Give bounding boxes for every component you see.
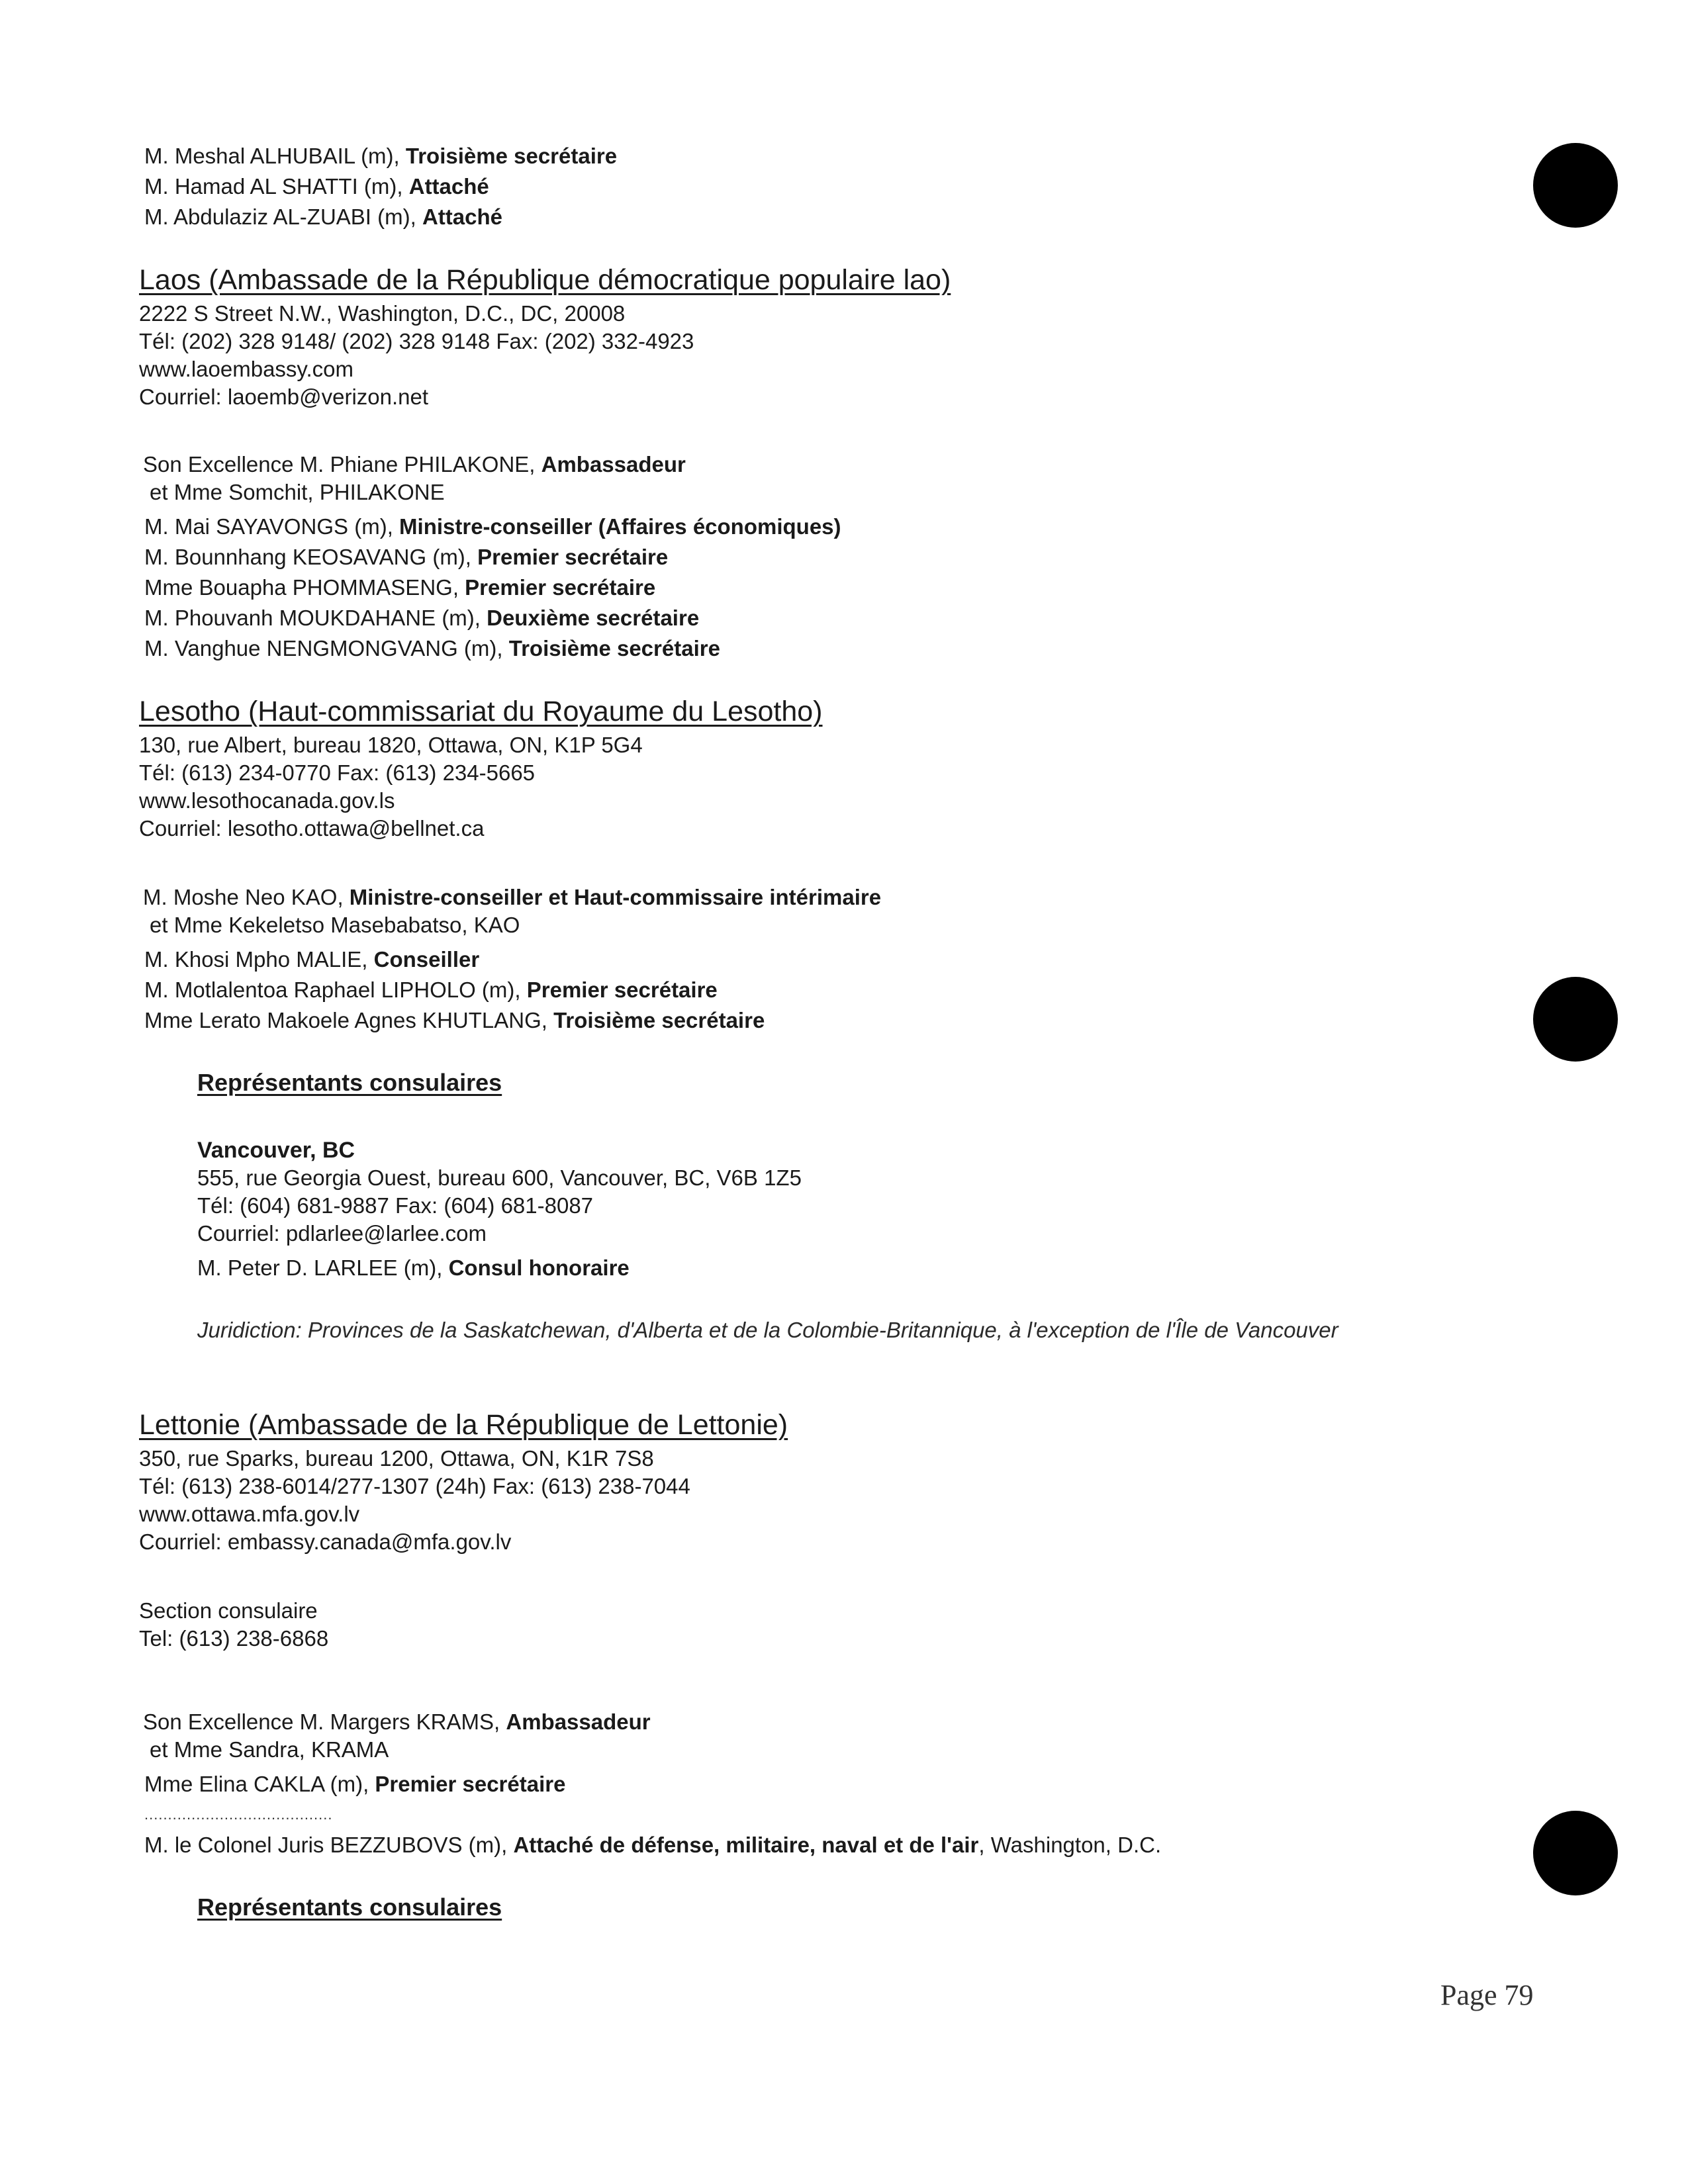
consulate-jurisdiction: Juridiction: Provinces de la Saskatchewan, d'Alberta et de la Colombie-Britannique, à l'exception de l'Île de Vancouver xyxy=(197,1318,1338,1342)
staff-entry: Mme Elina CAKLA (m), Premier secrétaire xyxy=(144,1772,566,1796)
staff-entry: M. Vanghue NENGMONGVANG (m), Troisième secrétaire xyxy=(144,636,720,660)
laos-phone: Tél: (202) 328 9148/ (202) 328 9148 Fax: (202) 332-4923 xyxy=(139,329,694,353)
staff-entry: M. Khosi Mpho MALIE, Conseiller xyxy=(144,947,480,972)
staff-entry: M. Bounnhang KEOSAVANG (m), Premier secrétaire xyxy=(144,545,669,569)
staff-entry: Mme Lerato Makoele Agnes KHUTLANG, Troisième secrétaire xyxy=(144,1008,765,1032)
page-number: Page 79 xyxy=(1440,1979,1534,2011)
spouse-entry: et Mme Sandra, KRAMA xyxy=(150,1737,389,1762)
lettonie-heading: Lettonie (Ambassade de la République de Lettonie) xyxy=(139,1409,788,1441)
laos-website: www.laoembassy.com xyxy=(139,357,353,381)
lesotho-email: Courriel: lesotho.ottawa@bellnet.ca xyxy=(139,816,485,841)
staff-entry: Son Excellence M. Margers KRAMS, Ambassadeur xyxy=(143,1709,651,1734)
consular-section-phone: Tel: (613) 238-6868 xyxy=(139,1626,329,1651)
consulate-address: 555, rue Georgia Ouest, bureau 600, Vancouver, BC, V6B 1Z5 xyxy=(197,1165,802,1190)
dotted-separator: ........................................ xyxy=(144,1806,333,1823)
consulate-email: Courriel: pdlarlee@larlee.com xyxy=(197,1221,487,1246)
staff-entry: M. Motlalentoa Raphael LIPHOLO (m), Premier secrétaire xyxy=(144,978,718,1002)
lettonie-address: 350, rue Sparks, bureau 1200, Ottawa, ON, K1R 7S8 xyxy=(139,1446,654,1471)
spouse-entry: et Mme Somchit, PHILAKONE xyxy=(150,480,445,504)
lesotho-consular-heading: Représentants consulaires xyxy=(197,1069,502,1096)
hole-punch-top xyxy=(1533,143,1618,228)
staff-entry: M. Mai SAYAVONGS (m), Ministre-conseiller (Affaires économiques) xyxy=(144,514,841,539)
staff-entry: M. Phouvanh MOUKDAHANE (m), Deuxième secrétaire xyxy=(144,606,700,630)
laos-heading: Laos (Ambassade de la République démocratique populaire lao) xyxy=(139,264,951,296)
laos-email: Courriel: laoemb@verizon.net xyxy=(139,385,429,409)
lettonie-consular-heading: Représentants consulaires xyxy=(197,1893,502,1921)
spouse-entry: et Mme Kekeletso Masebabatso, KAO xyxy=(150,913,520,937)
staff-entry: M. le Colonel Juris BEZZUBOVS (m), Attaché de défense, militaire, naval et de l'air, Washington, D.C. xyxy=(144,1833,1162,1857)
consulate-city: Vancouver, BC xyxy=(197,1138,355,1163)
lesotho-website: www.lesothocanada.gov.ls xyxy=(139,788,395,813)
lettonie-email: Courriel: embassy.canada@mfa.gov.lv xyxy=(139,1529,512,1554)
consular-section-label: Section consulaire xyxy=(139,1598,318,1623)
lesotho-heading: Lesotho (Haut-commissariat du Royaume du Lesotho) xyxy=(139,696,823,727)
lesotho-address: 130, rue Albert, bureau 1820, Ottawa, ON, K1P 5G4 xyxy=(139,733,643,757)
staff-entry: M. Peter D. LARLEE (m), Consul honoraire xyxy=(197,1255,630,1280)
lettonie-phone: Tél: (613) 238-6014/277-1307 (24h) Fax: (613) 238-7044 xyxy=(139,1474,690,1498)
staff-entry: Son Excellence M. Phiane PHILAKONE, Ambassadeur xyxy=(143,452,686,477)
staff-entry: Mme Bouapha PHOMMASENG, Premier secrétaire xyxy=(144,575,656,600)
hole-punch-middle xyxy=(1533,977,1618,1062)
consulate-phone: Tél: (604) 681-9887 Fax: (604) 681-8087 xyxy=(197,1193,594,1218)
staff-entry: M. Meshal ALHUBAIL (m), Troisième secrétaire xyxy=(144,144,618,168)
hole-punch-bottom xyxy=(1533,1811,1618,1895)
staff-entry: M. Moshe Neo KAO, Ministre-conseiller et Haut-commissaire intérimaire xyxy=(143,885,882,909)
staff-entry: M. Abdulaziz AL-ZUABI (m), Attaché xyxy=(144,205,502,229)
lesotho-phone: Tél: (613) 234-0770 Fax: (613) 234-5665 xyxy=(139,760,536,785)
lettonie-website: www.ottawa.mfa.gov.lv xyxy=(139,1502,360,1526)
laos-address: 2222 S Street N.W., Washington, D.C., DC, 20008 xyxy=(139,301,626,326)
staff-entry: M. Hamad AL SHATTI (m), Attaché xyxy=(144,174,489,199)
